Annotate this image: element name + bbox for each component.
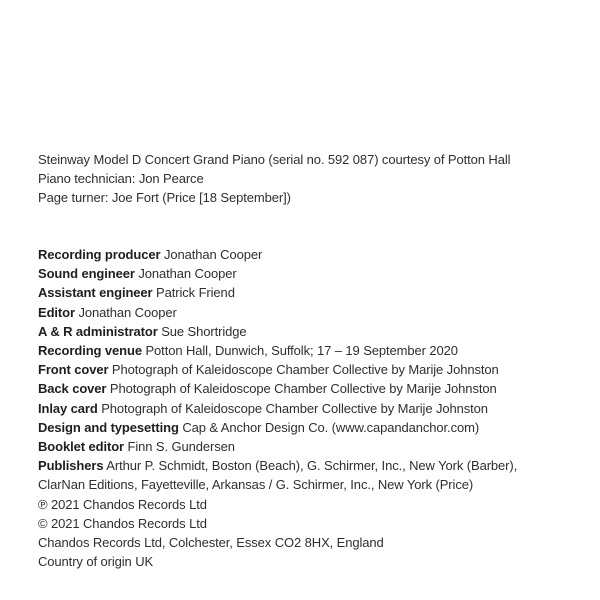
label-address-line: [38, 533, 517, 552]
instrument-note-line: Steinway Model D Concert Grand Piano (serial no. 592 087) courtesy of Potton Hall: [38, 152, 511, 167]
credit-label: Back cover: [38, 381, 107, 397]
credit-value: Jonathan Cooper: [74, 304, 177, 320]
credit-label: Sound engineer: [38, 266, 135, 282]
credit-label: A & R administrator: [38, 323, 158, 339]
credit-value: Jonathan Cooper: [134, 266, 237, 282]
credit-line-assistant-engineer: [38, 283, 517, 302]
credit-line-booklet-editor: [38, 437, 517, 456]
credit-value: Photograph of Kaleidoscope Chamber Collective by Marije Johnston: [108, 362, 499, 378]
credit-value: ClarNan Editions, Fayetteville, Arkansas / G. Schirmer, Inc., New York (Price): [38, 477, 474, 493]
credit-line-sound-engineer: [38, 264, 517, 283]
credit-value: ℗ 2021 Chandos Records Ltd: [38, 496, 207, 512]
credit-line-recording-producer: [38, 245, 517, 264]
credit-value: Jonathan Cooper: [160, 247, 263, 262]
credit-line-inlay-card: [38, 399, 517, 418]
credit-value: Potton Hall, Dunwich, Suffolk; 17 – 19 September 2020: [141, 343, 458, 359]
credit-label: Recording venue: [38, 343, 142, 359]
credit-line-recording-venue: [38, 341, 517, 360]
credit-label: Design and typesetting: [38, 419, 179, 435]
piano-technician-line: Piano technician: Jon Pearce: [38, 171, 204, 187]
credit-label: Assistant engineer: [38, 285, 153, 301]
credit-label: Editor: [38, 304, 75, 320]
instrument-notes-block: [38, 150, 510, 208]
credit-label: Publishers: [38, 458, 104, 474]
credit-line-design-and-typesetting: [38, 418, 517, 437]
credit-value: Country of origin UK: [38, 554, 154, 570]
credit-value: Photograph of Kaleidoscope Chamber Collective by Marije Johnston: [106, 381, 497, 397]
credit-line-publishers: [38, 456, 517, 475]
credit-value: Cap & Anchor Design Co. (www.capandanchor.com): [178, 419, 480, 435]
credit-value: Sue Shortridge: [157, 323, 247, 339]
credit-label: Inlay card: [38, 400, 98, 416]
credit-label: Front cover: [38, 362, 109, 378]
credit-value: Finn S. Gundersen: [124, 439, 235, 455]
page-turner-line: Page turner: Joe Fort (Price [18 September]): [38, 190, 291, 206]
copyright-line: [38, 514, 517, 533]
country-of-origin-line: [38, 552, 517, 571]
credit-line-a-and-r-administrator: [38, 322, 517, 341]
credit-label: Booklet editor: [38, 439, 124, 455]
credit-value: Chandos Records Ltd, Colchester, Essex CO2 8HX, England: [38, 535, 384, 551]
credit-value: Arthur P. Schmidt, Boston (Beach), G. Schirmer, Inc., New York (Barber),: [103, 458, 518, 474]
phonogram-copyright-line: [38, 495, 517, 514]
credit-line-front-cover: [38, 360, 517, 379]
production-credits-block: [38, 245, 517, 571]
credit-line-editor: [38, 303, 517, 322]
credit-value: © 2021 Chandos Records Ltd: [38, 515, 207, 531]
credit-label: Recording producer: [38, 247, 161, 262]
credit-line-back-cover: [38, 379, 517, 398]
credit-value: Patrick Friend: [152, 285, 235, 301]
credit-line-publishers-continued: [38, 475, 517, 494]
credit-value: Photograph of Kaleidoscope Chamber Collective by Marije Johnston: [97, 400, 488, 416]
